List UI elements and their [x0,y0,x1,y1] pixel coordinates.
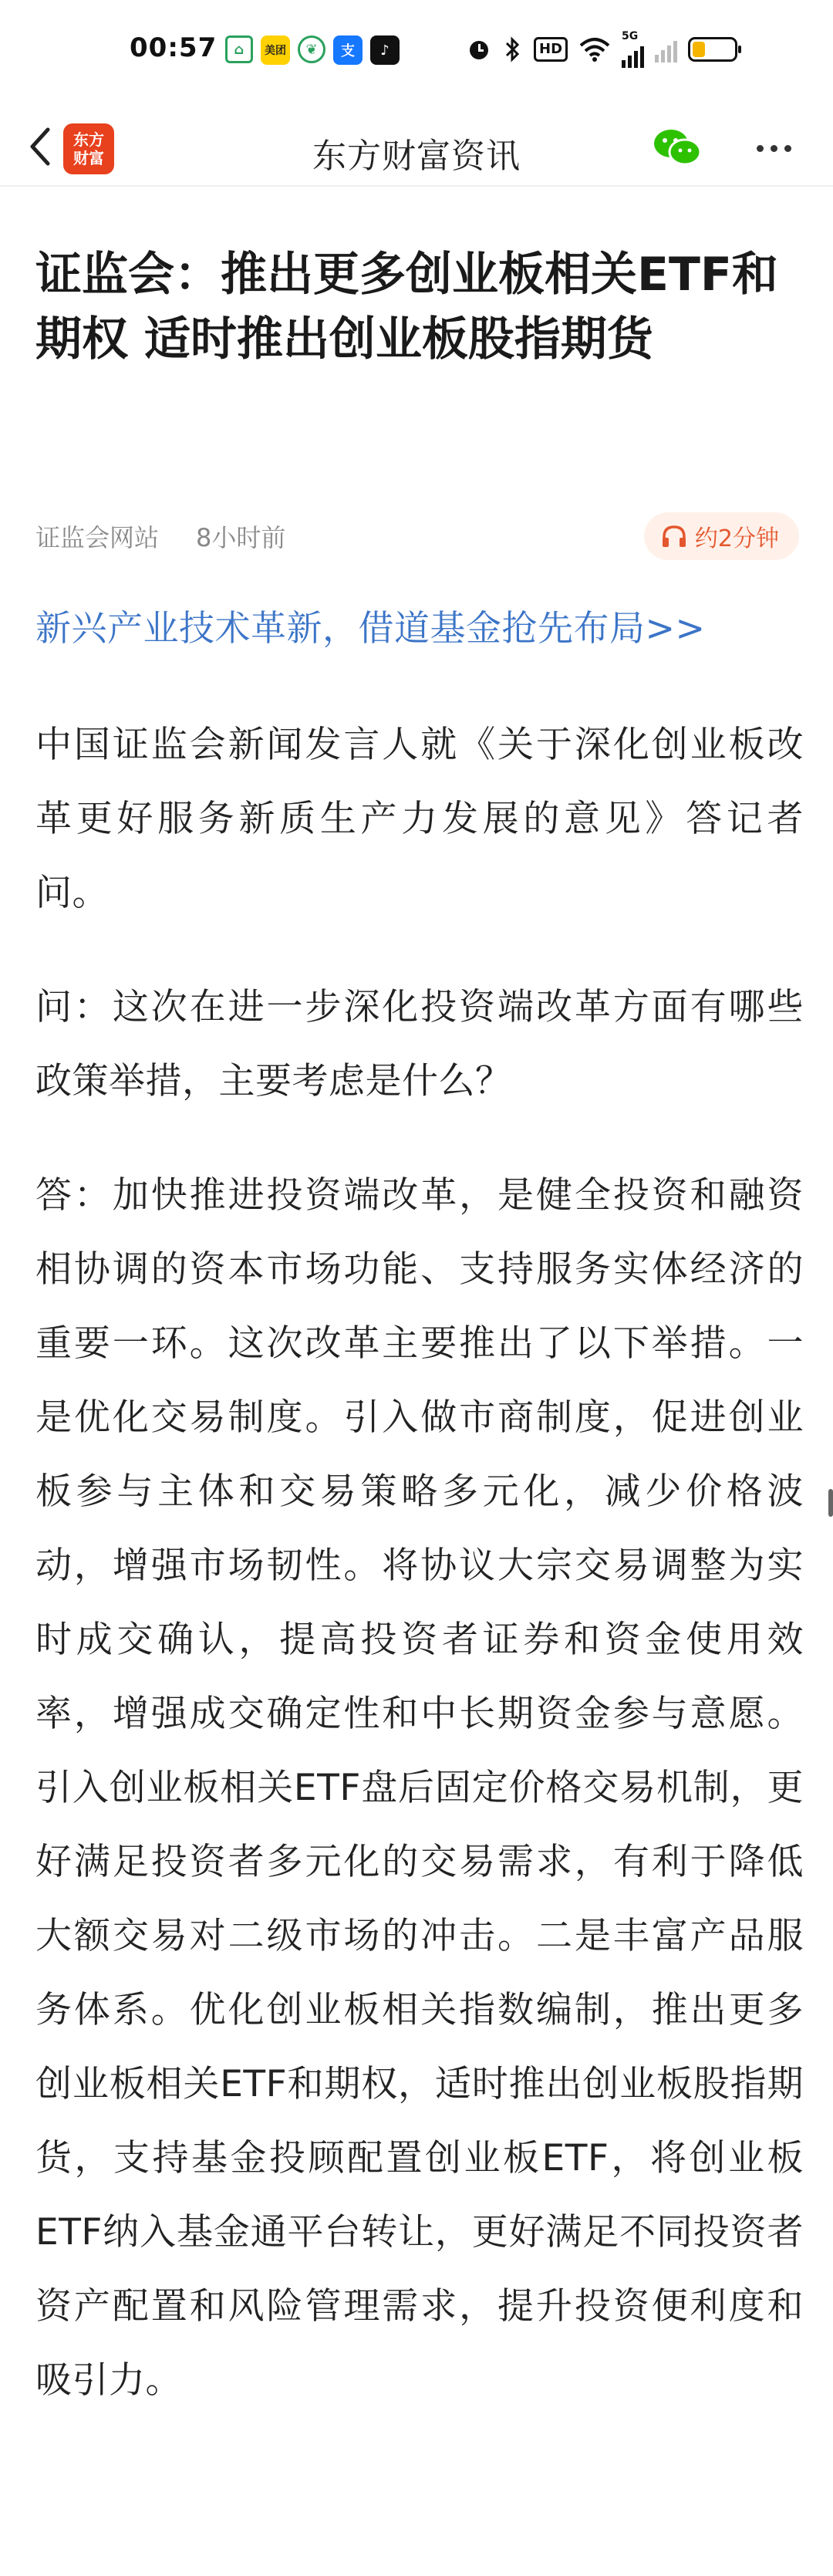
more-dot-icon [757,145,764,152]
status-bar [0,0,833,108]
bluetooth-icon [503,34,523,65]
page-title: 东方财富资讯 [312,137,521,176]
wechat-share-button[interactable] [651,127,705,170]
promo-link[interactable]: 新兴产业技术革新，借道基金抢先布局>> [35,607,706,649]
tiktok-app-icon: ♪ [370,35,400,65]
more-dot-icon [771,145,777,152]
brand-logo: 东方 财富 [63,123,114,174]
hd-icon: HD [534,34,568,65]
leaf-app-icon: ❦ [298,35,325,63]
article-meta [35,512,799,559]
article-paragraph: 中国证监会新闻发言人就《关于深化创业板改革更好服务新质生产力发展的意见》答记者问。 [35,724,804,914]
meituan-app-icon: 美团 [261,35,290,65]
notification-app-icons [225,35,400,65]
battery-icon [688,34,737,65]
read-time-label: 约2分钟 [694,525,779,552]
nav-divider [0,185,833,187]
wechat-icon [651,127,705,170]
cellular-signal-secondary-icon [655,34,677,65]
article-body [35,708,804,2458]
article-time: 8小时前 [196,523,286,552]
article-paragraph: 答：加快推进投资端改革，是健全投资和融资相协调的资本市场功能、支持服务实体经济的重要一环。这次改革主要推出了以下举措。一是优化交易制度。引入做市商制度，促进创业板参与主体和交易策略多元化，减少价格波动，增强市场韧性。将协议大宗交易调整为实时成交确认，提高投资者证券和资金使用效率，增强成交确定性和中长期资金参与意愿。引入创业板相关ETF盘后固定价格交易机制，更好满足投资者多元化的交易需求，有利于降低大额交易对二级市场的冲击。二是丰富产品服务体系。优化创业板相关指数编制，推出更多创业板相关ETF和期权，适时推出创业板股指期货，支持基金投顾配置创业板ETF，将创业板ETF纳入基金通平台转让，更好满足不同投资者资产配置和风险管理需求，提升投资便利度和吸引力。 [35,1174,804,2402]
article-paragraph: 问：这次在进一步深化投资端改革方面有哪些政策举措，主要考虑是什么？ [35,986,804,1102]
nav-bar [0,108,833,185]
network-type-label: 5G [622,30,639,42]
alipay-app-icon: 支 [333,35,363,65]
alarm-icon [466,34,492,65]
headphones-icon [661,525,687,548]
status-time: 00:57 [130,32,218,63]
scrollbar-thumb[interactable] [828,1489,833,1517]
wifi-icon [578,34,611,65]
listen-audio-button[interactable] [644,512,799,560]
more-dot-icon [784,145,791,152]
more-options-button[interactable] [747,131,801,165]
cellular-signal-icon [622,30,644,65]
article-source: 证监会网站 [35,523,160,552]
home-app-icon: ⌂ [225,35,253,63]
system-status-icons [466,30,737,65]
article-title: 证监会：推出更多创业板相关ETF和期权 适时推出创业板股指期货 [35,248,778,366]
